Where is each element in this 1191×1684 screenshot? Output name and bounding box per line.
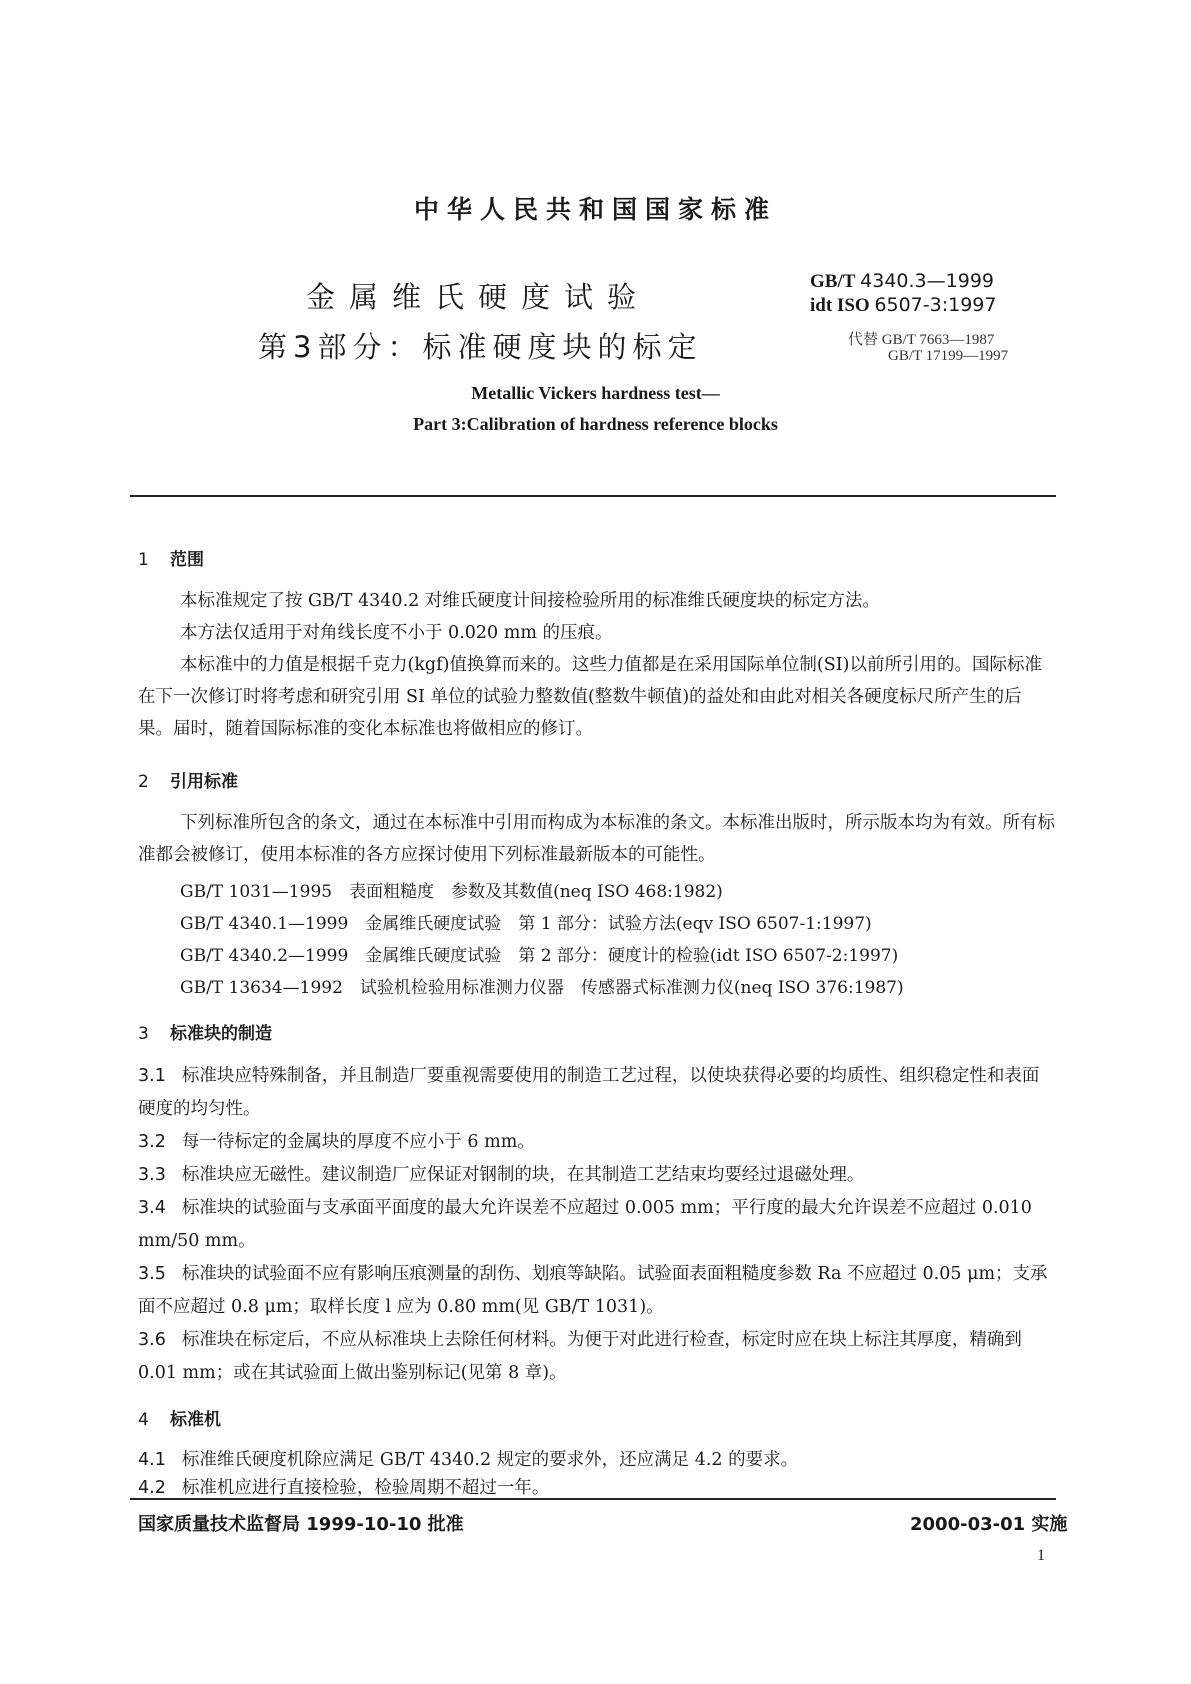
- clause-4-2: [138, 1472, 1056, 1505]
- clause-text: 每一待标定的金属块的厚度不应小于 6 mm。: [181, 1132, 535, 1152]
- replaces-line2: GB/T 17199—1997: [888, 348, 1009, 364]
- clause-text: 标准块应无磁性。建议制造厂应保证对钢制的块，在其制造工艺结束均要经过退磁处理。: [181, 1165, 865, 1185]
- national-standard-heading: 中华人民共和国国家标准: [413, 195, 777, 224]
- clause-text: 标准块在标定后，不应从标准块上去除任何材料。为便于对此进行检查，标定时应在块上标注其厚度，精确到 0.01 mm；或在其试验面上做出鉴别标记(见第 8 章)。: [138, 1330, 1022, 1383]
- clause-number: 3.2: [138, 1132, 166, 1152]
- section-1-heading: [138, 545, 204, 570]
- section-1-para-2: 本方法仅适用于对角线长度不小于 0.020 mm 的压痕。: [180, 623, 613, 643]
- clause-text: 标准块的试验面与支承面平面度的最大允许误差不应超过 0.005 mm；平行度的最大允许误差不应超过 0.010 mm/50 mm。: [138, 1198, 1032, 1251]
- reference-item: GB/T 1031—1995 表面粗糙度 参数及其数值(neq ISO 468:1982): [180, 882, 723, 902]
- section-1-para-1: 本标准规定了按 GB/T 4340.2 对维氏硬度计间接检验所用的标准维氏硬度块的标定方法。: [180, 591, 880, 611]
- clause-3-4: [138, 1192, 1056, 1258]
- section-title: 标准块的制造: [170, 1024, 272, 1044]
- clause-3-6: [138, 1324, 1056, 1390]
- clause-number: 3.1: [138, 1066, 166, 1086]
- approval-line: 国家质量技术监督局 1999-10-10 批准: [138, 1514, 464, 1535]
- standard-prefix: GB/T: [810, 271, 856, 292]
- clause-number: 3.4: [138, 1198, 166, 1218]
- clause-text: 标准块应特殊制备，并且制造厂要重视需要使用的制造工艺过程，以使块获得必要的均质性、组织稳定性和表面硬度的均匀性。: [138, 1066, 1040, 1119]
- title-cn-line2: 第3部分：标准硬度块的标定: [258, 330, 703, 364]
- title-en-line1: Metallic Vickers hardness test—: [471, 383, 720, 403]
- clause-number: 4.2: [138, 1478, 166, 1498]
- idt-code: 6507-3:1997: [874, 294, 997, 316]
- reference-item: GB/T 4340.1—1999 金属维氏硬度试验 第 1 部分：试验方法(eqv ISO 6507-1:1997): [180, 914, 872, 934]
- section-title: 范围: [170, 550, 204, 570]
- standard-code: 4340.3—1999: [860, 270, 994, 292]
- implementation-date: 2000-03-01 实施: [910, 1514, 1068, 1535]
- section-title: 引用标准: [170, 772, 238, 792]
- reference-item: GB/T 13634—1992 试验机检验用标准测力仪器 传感器式标准测力仪(neq ISO 376:1987): [180, 978, 904, 998]
- replaces-line1: 代替 GB/T 7663—1987: [848, 332, 995, 348]
- clause-number: 3.6: [138, 1330, 166, 1350]
- section-number: 3: [138, 1024, 149, 1044]
- reference-item: GB/T 4340.2—1999 金属维氏硬度试验 第 2 部分：硬度计的检验(idt ISO 6507-2:1997): [180, 946, 899, 966]
- clause-3-2: [138, 1126, 1056, 1159]
- clause-number: 3.3: [138, 1165, 166, 1185]
- idt-prefix: idt ISO: [810, 295, 870, 316]
- section-3-heading: [138, 1019, 272, 1044]
- title-en-line2: Part 3:Calibration of hardness reference blocks: [413, 414, 778, 434]
- idt-number: [810, 294, 996, 317]
- section-number: 2: [138, 772, 149, 792]
- bottom-divider: [130, 1498, 1056, 1500]
- clause-number: 3.5: [138, 1264, 166, 1284]
- clause-3-1: [138, 1060, 1056, 1126]
- section-2-para-1: 下列标准所包含的条文，通过在本标准中引用而构成为本标准的条文。本标准出版时，所示版本均为有效。所有标准都会被修订，使用本标准的各方应探讨使用下列标准最新版本的可能性。: [138, 813, 1055, 865]
- section-2-heading: [138, 767, 238, 792]
- clause-number: 4.1: [138, 1450, 166, 1470]
- clause-3-5: [138, 1258, 1056, 1324]
- clause-text: 标准机应进行直接检验，检验周期不超过一年。: [181, 1478, 550, 1498]
- clause-text: 标准维氏硬度机除应满足 GB/T 4340.2 规定的要求外，还应满足 4.2 的要求。: [181, 1450, 799, 1470]
- page-number: 1: [1037, 1547, 1045, 1564]
- section-number: 4: [138, 1410, 149, 1430]
- section-1-para-3: 本标准中的力值是根据千克力(kgf)值换算而来的。这些力值都是在采用国际单位制(SI)以前所引用的。国际标准在下一次修订时将考虑和研究引用 SI 单位的试验力整数值(整数牛顿值)的益处和由此对相关各硬度标尺所产生的后果。届时，随着国际标准的变化本标准也将做相应的修订。: [138, 655, 1042, 739]
- title-cn-line1: 金属维氏硬度试验: [306, 280, 651, 314]
- section-number: 1: [138, 550, 149, 570]
- clause-3-3: [138, 1159, 1056, 1192]
- top-divider: [130, 495, 1056, 497]
- clause-text: 标准块的试验面不应有影响压痕测量的刮伤、划痕等缺陷。试验面表面粗糙度参数 Ra 不应超过 0.05 μm；支承面不应超过 0.8 μm；取样长度 l 应为 0.80 mm(见 GB/T 1031)。: [138, 1264, 1048, 1317]
- standard-number: [810, 270, 994, 293]
- section-4-heading: [138, 1405, 221, 1430]
- section-title: 标准机: [170, 1410, 221, 1430]
